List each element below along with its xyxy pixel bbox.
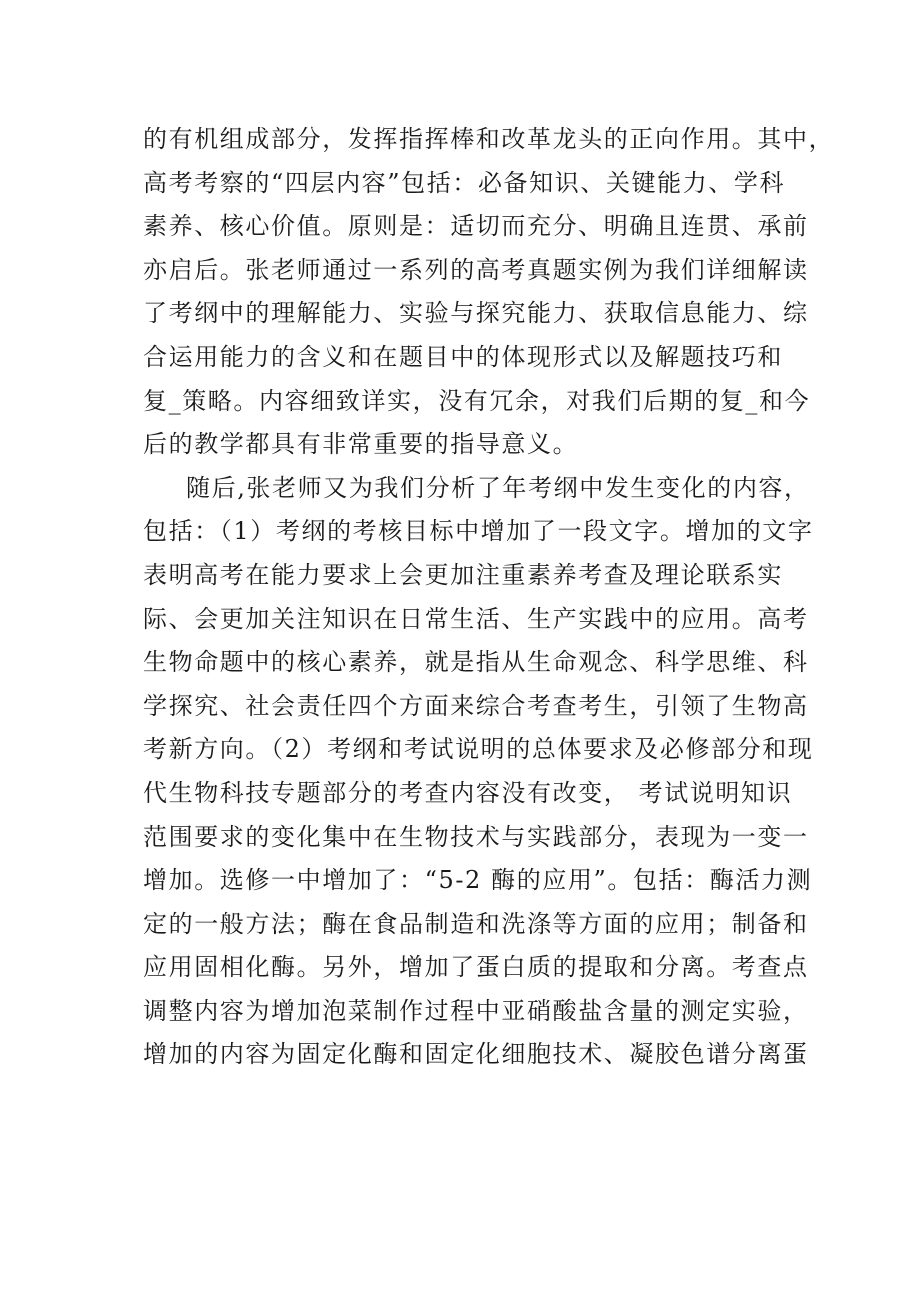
text-line: 定的一般方法；酶在食品制造和洗涤等方面的应用；制备和 [143,909,809,938]
text-line: 学探究、社会责任四个方面来综合考查考生，引领了生物高 [143,691,809,720]
text-line: 了考纲中的理解能力、实验与探究能力、获取信息能力、综 [143,299,809,328]
paragraph-2 [143,467,814,1077]
text-line: 复_策略。内容细致详实，没有冗余，对我们后期的复_和今 [143,386,811,415]
text-line: 后的教学都具有非常重要的指导意义。 [143,430,579,459]
text-line: 增加的内容为固定化酶和固定化细胞技术、凝胶色谱分离蛋 [143,1040,809,1069]
text-line: 范围要求的变化集中在生物技术与实践部分，表现为一变一 [143,822,809,851]
text-line: 表明高考在能力要求上会更加注重素养考查及理论联系实 [143,560,783,589]
text-line: 应用固相化酶。另外，增加了蛋白质的提取和分离。考查点 [143,953,809,982]
text-line: 合运用能力的含义和在题目中的体现形式以及解题技巧和 [143,342,783,371]
text-line: 包括：（1）考纲的考核目标中增加了一段文字。增加的文字 [143,517,814,546]
text-line: 亦启后。张老师通过一系列的高考真题实例为我们详细解读 [143,255,809,284]
text-line: 增加。选修一中增加了：“5-2 酶的应用”。包括：酶活力测 [143,866,813,895]
text-line: 生物命题中的核心素养，就是指从生命观念、科学思维、科 [143,648,809,677]
text-line: 高考考察的“四层内容”包括：必备知识、关键能力、学科 [143,168,786,197]
text-line: 随后,张老师又为我们分析了年考纲中发生变化的内容， [186,473,810,502]
text-line: 素养、核心价值。原则是：适切而充分、明确且连贯、承前 [143,212,809,241]
text-line: 的有机组成部分，发挥指挥棒和改革龙头的正向作用。其中， [143,125,835,153]
paragraph-1 [143,118,835,467]
text-line: 际、会更加关注知识在日常生活、生产实践中的应用。高考 [143,604,809,633]
text-line: 代生物科技专题部分的考查内容没有改变， 考试说明知识 [143,778,793,807]
document-body [143,118,835,1077]
text-line: 调整内容为增加泡菜制作过程中亚硝酸盐含量的测定实验， [143,996,809,1025]
text-line: 考新方向。（2）考纲和考试说明的总体要求及必修部分和现 [143,735,814,764]
